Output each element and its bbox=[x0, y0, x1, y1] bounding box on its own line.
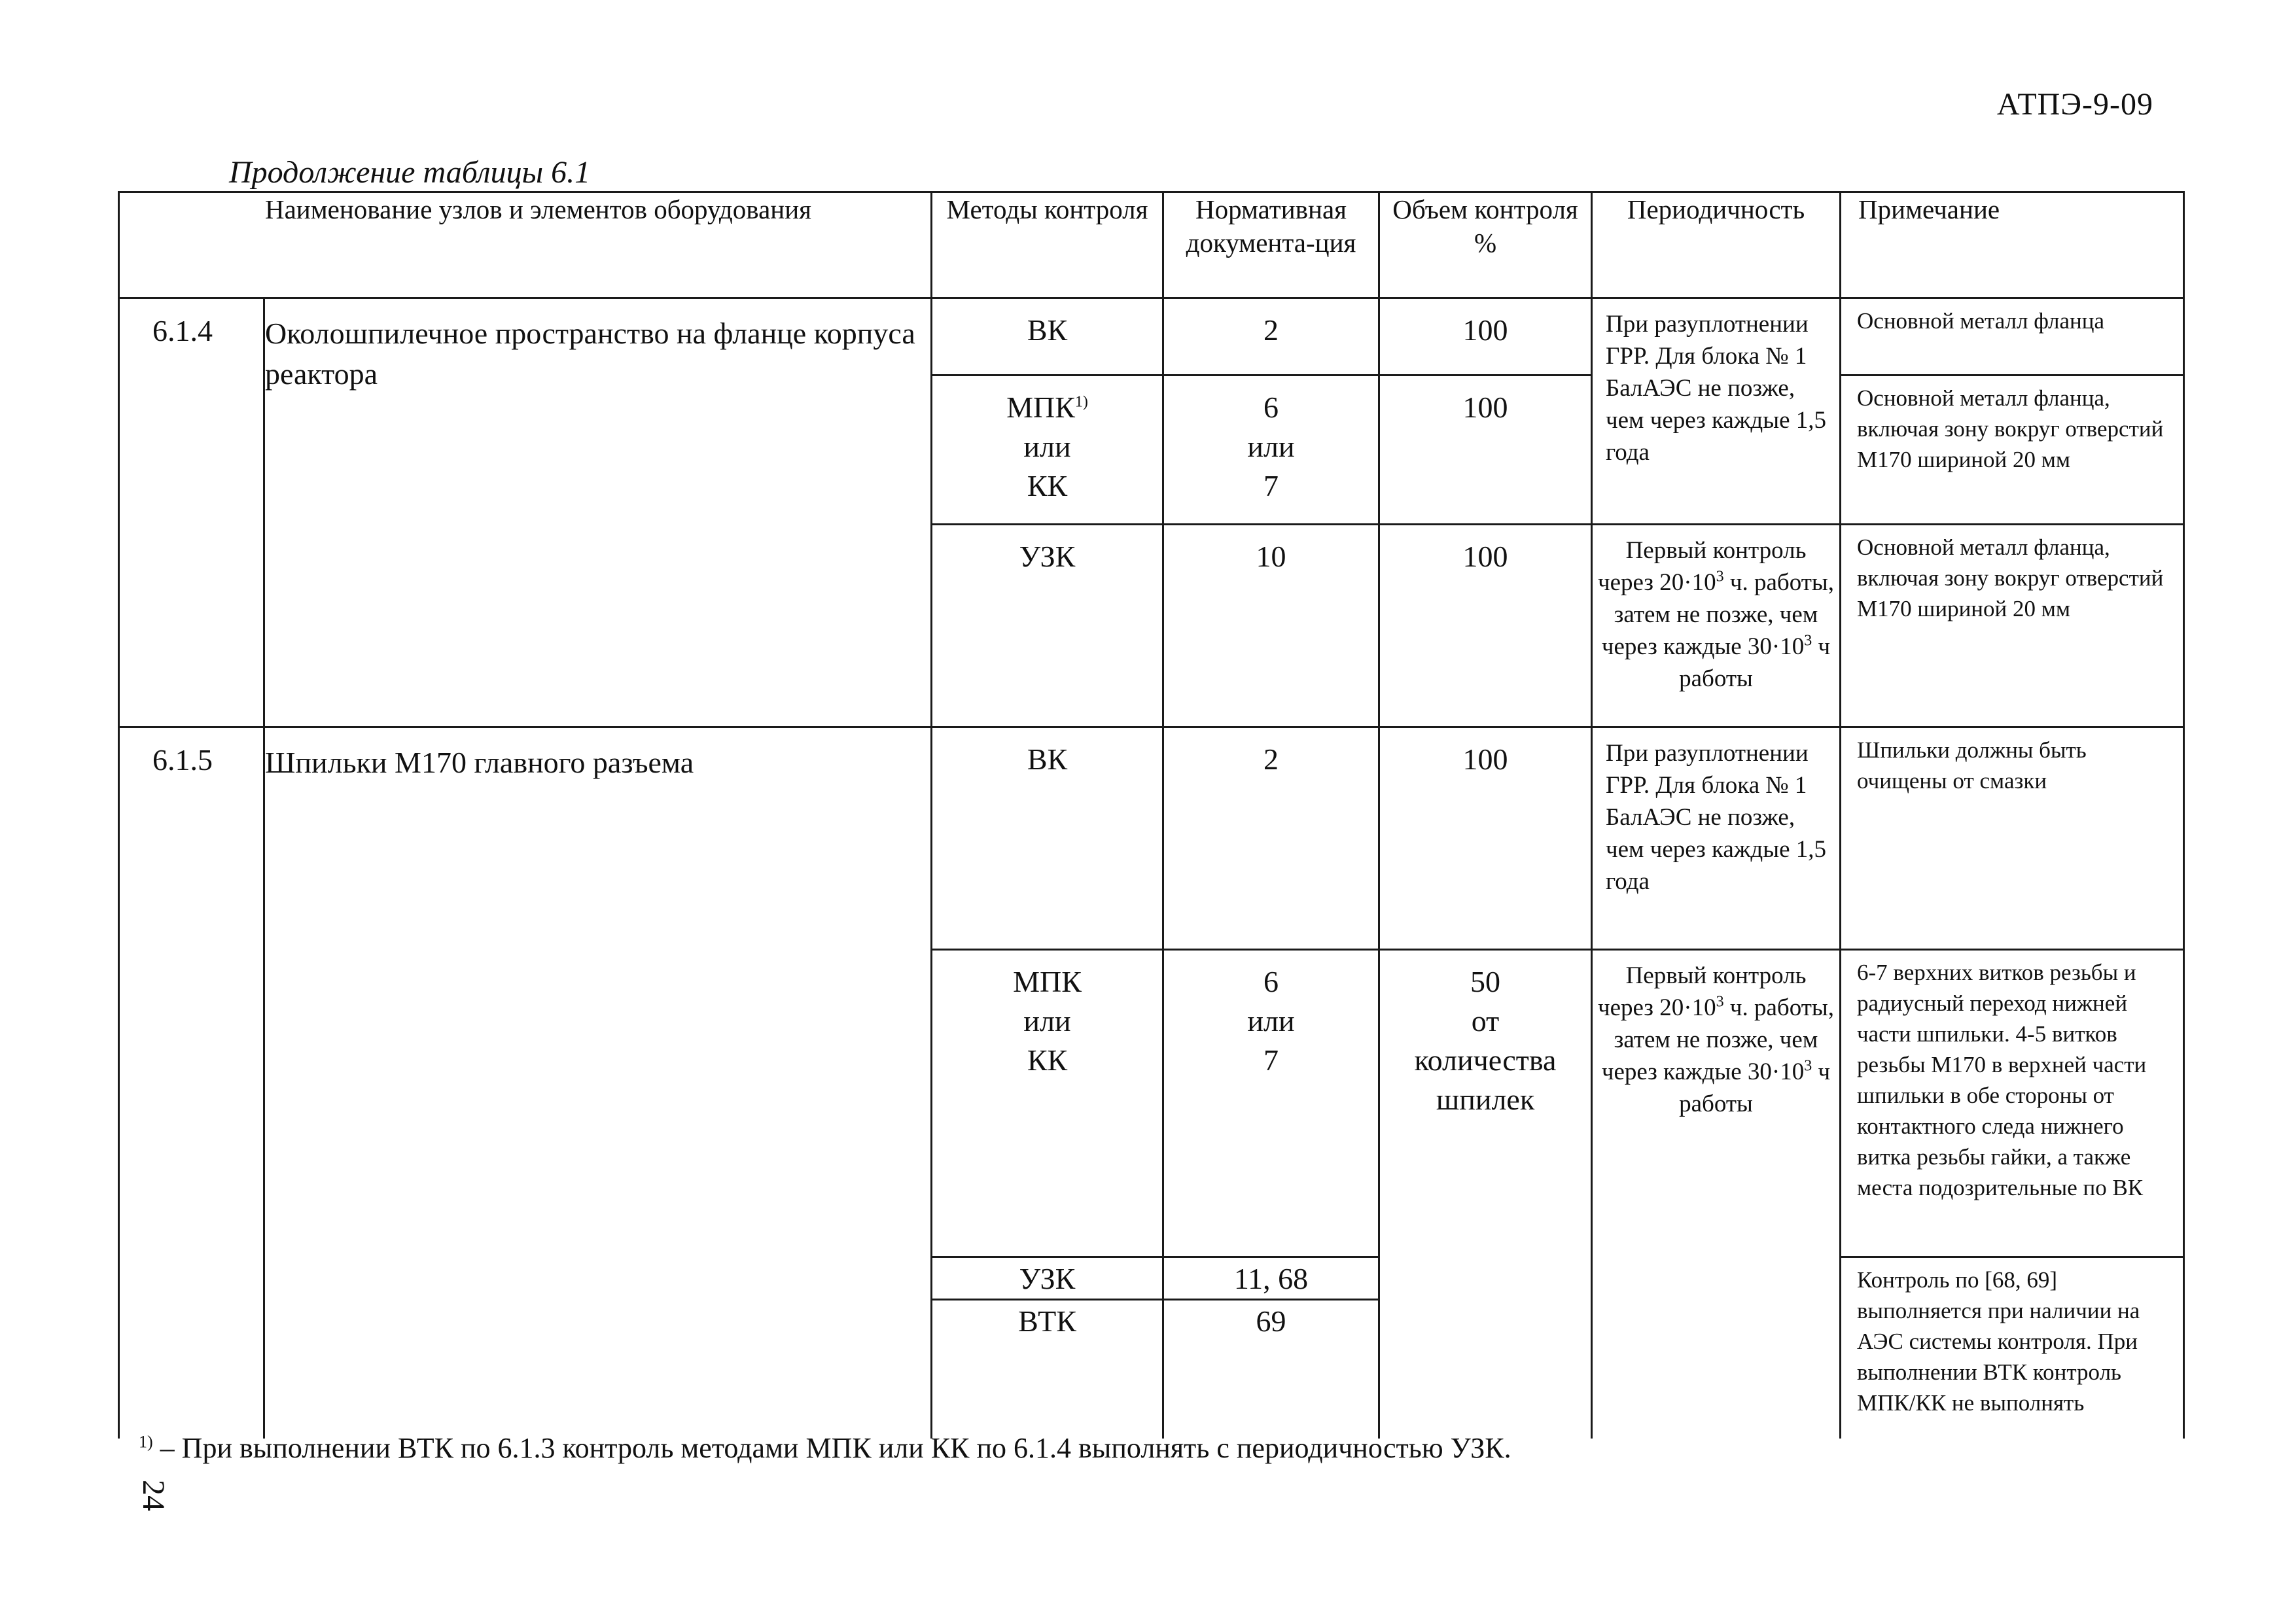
volume-cell: 100 bbox=[1379, 525, 1592, 727]
item-name: Шпильки М170 главного разъема bbox=[264, 727, 932, 1439]
table-caption: Продолжение таблицы 6.1 bbox=[229, 155, 591, 190]
note-cell: Контроль по [68, 69] выполняется при наличии на АЭС системы контроля. При выполнении ВТК контроль МПК/КК не выполнять bbox=[1841, 1257, 2184, 1439]
periodicity-text: Первый контроль через 20·10 bbox=[1598, 962, 1807, 1021]
footnote-ref: 1) bbox=[1074, 393, 1088, 411]
method-cell: ВК bbox=[932, 727, 1163, 950]
col-header-norm-doc: Нормативная документа-ция bbox=[1163, 192, 1379, 298]
method-cell: УЗК bbox=[932, 525, 1163, 727]
table-row bbox=[119, 727, 2184, 950]
norm-doc-cell bbox=[1163, 950, 1379, 1257]
norm-doc-value: 7 bbox=[1263, 469, 1279, 502]
method-cell bbox=[932, 950, 1163, 1257]
periodicity-text: ч. работы, затем не позже, чем через каждые 30·10 bbox=[1601, 994, 1835, 1085]
note-cell: Шпильки должны быть очищены от смазки bbox=[1841, 727, 2184, 950]
exponent: 3 bbox=[1804, 1057, 1812, 1075]
exponent: 3 bbox=[1804, 632, 1812, 650]
volume-text: шпилек bbox=[1436, 1083, 1535, 1116]
norm-doc-cell: 2 bbox=[1163, 727, 1379, 950]
col-header-name: Наименование узлов и элементов оборудования bbox=[119, 192, 932, 298]
periodicity-text: Первый контроль через 20·10 bbox=[1598, 537, 1807, 596]
periodicity-cell bbox=[1592, 950, 1841, 1439]
item-number: 6.1.5 bbox=[119, 727, 264, 1439]
note-cell: Основной металл фланца, включая зону вокруг отверстий М170 шириной 20 мм bbox=[1841, 525, 2184, 727]
periodicity-text: ч. работы, затем не позже, чем через каждые 30·10 bbox=[1601, 569, 1835, 660]
method-name: КК bbox=[1027, 469, 1068, 502]
note-cell: 6-7 верхних витков резьбы и радиусный переход нижней части шпильки. 4-5 витков резьбы М170 в верхней части шпильки в обе стороны от контактного следа нижнего витка резьбы гайки, а также места подозрительные по ВК bbox=[1841, 950, 2184, 1257]
periodicity-text: ч работы bbox=[1679, 633, 1831, 692]
note-cell: Основной металл фланца bbox=[1841, 298, 2184, 375]
table-header-row bbox=[119, 192, 2184, 298]
norm-doc-or: или bbox=[1247, 430, 1295, 463]
periodicity-cell: При разуплотнении ГРР. Для блока № 1 БалАЭС не позже, чем через каждые 1,5 года bbox=[1592, 727, 1841, 950]
document-code: АТПЭ-9-09 bbox=[1996, 87, 2153, 122]
method-or: или bbox=[1023, 1004, 1071, 1038]
norm-doc-or: или bbox=[1247, 1004, 1295, 1038]
volume-cell: 100 bbox=[1379, 298, 1592, 375]
norm-doc-value: 6 bbox=[1263, 965, 1279, 998]
page-number: 24 bbox=[136, 1480, 171, 1511]
footnote-mark: 1) bbox=[139, 1432, 153, 1452]
norm-doc-cell: 11, 68 bbox=[1163, 1257, 1379, 1300]
footnote bbox=[139, 1431, 1511, 1465]
method-cell: ВТК bbox=[932, 1300, 1163, 1439]
norm-doc-cell: 10 bbox=[1163, 525, 1379, 727]
method-cell: УЗК bbox=[932, 1257, 1163, 1300]
col-header-methods: Методы контроля bbox=[932, 192, 1163, 298]
method-or: или bbox=[1023, 430, 1071, 463]
method-cell: ВК bbox=[932, 298, 1163, 375]
table-row bbox=[119, 298, 2184, 375]
volume-text: количества bbox=[1414, 1043, 1557, 1077]
control-table bbox=[118, 191, 2183, 1439]
norm-doc-cell bbox=[1163, 375, 1379, 525]
norm-doc-cell: 69 bbox=[1163, 1300, 1379, 1439]
method-name: КК bbox=[1027, 1043, 1068, 1077]
volume-cell bbox=[1379, 950, 1592, 1439]
periodicity-text: ч работы bbox=[1679, 1058, 1831, 1117]
volume-cell: 100 bbox=[1379, 375, 1592, 525]
norm-doc-value: 7 bbox=[1263, 1043, 1279, 1077]
col-header-volume: Объем контроля % bbox=[1379, 192, 1592, 298]
method-cell bbox=[932, 375, 1163, 525]
item-number: 6.1.4 bbox=[119, 298, 264, 727]
norm-doc-cell: 2 bbox=[1163, 298, 1379, 375]
method-name: МПК bbox=[1013, 965, 1082, 998]
exponent: 3 bbox=[1716, 568, 1724, 585]
norm-doc-value: 6 bbox=[1263, 391, 1279, 424]
exponent: 3 bbox=[1716, 993, 1724, 1011]
periodicity-cell bbox=[1592, 525, 1841, 727]
volume-value: 50 bbox=[1470, 965, 1501, 998]
periodicity-cell: При разуплотнении ГРР. Для блока № 1 БалАЭС не позже, чем через каждые 1,5 года bbox=[1592, 298, 1841, 525]
method-name: МПК bbox=[1006, 391, 1075, 424]
volume-cell: 100 bbox=[1379, 727, 1592, 950]
note-cell: Основной металл фланца, включая зону вокруг отверстий М170 шириной 20 мм bbox=[1841, 375, 2184, 525]
footnote-text: – При выполнении ВТК по 6.1.3 контроль методами МПК или КК по 6.1.4 выполнять с периодичностью УЗК. bbox=[152, 1432, 1511, 1464]
item-name: Околошпилечное пространство на фланце корпуса реактора bbox=[264, 298, 932, 727]
volume-text: от bbox=[1471, 1004, 1500, 1038]
col-header-period: Периодичность bbox=[1592, 192, 1841, 298]
col-header-note: Примечание bbox=[1841, 192, 2184, 298]
